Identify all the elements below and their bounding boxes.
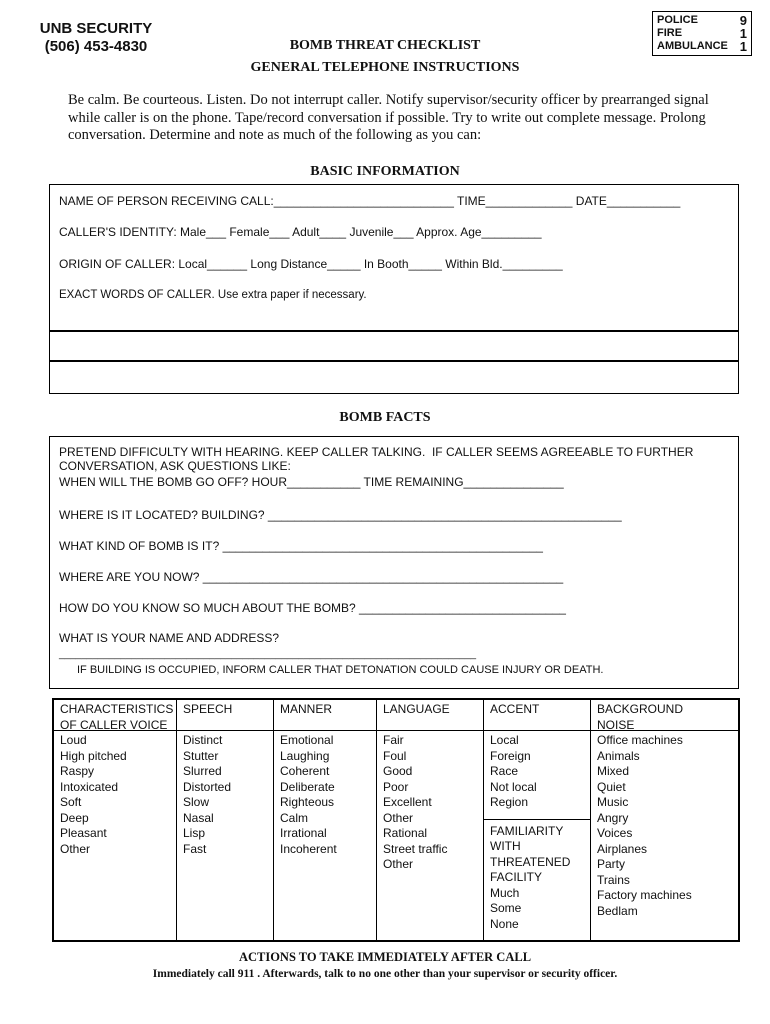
checklist-item[interactable]: Slurred <box>183 764 222 778</box>
checklist-item[interactable]: Fast <box>183 841 207 856</box>
bomb-kind-field[interactable]: WHAT KIND OF BOMB IS IT? ________________________________________________ <box>59 539 543 553</box>
org-name: UNB SECURITY <box>39 20 153 37</box>
checklist-item[interactable]: Soft <box>60 795 82 809</box>
checklist-item[interactable]: Quiet <box>597 779 626 794</box>
detonation-warning: IF BUILDING IS OCCUPIED, INFORM CALLER THAT DETONATION COULD CAUSE INJURY OR DEATH. <box>77 664 604 676</box>
checklist-item[interactable]: Poor <box>383 779 409 794</box>
background-noise-column <box>591 700 738 940</box>
column-header: MANNER <box>274 700 376 731</box>
bomb-facts-heading: BOMB FACTS <box>339 410 431 425</box>
intro-paragraph: Be calm. Be courteous. Listen. Do not interrupt caller. Notify supervisor/security officer by prearranged signal while caller is on the phone. Tape/record conversation if possible. Try to write out complete message. Prolong conversation. Determine and note as much of the following as you can: <box>68 92 709 143</box>
caller-identity-field[interactable]: CALLER'S IDENTITY: Male___ Female___ Adult____ Juvenile___ Approx. Age_________ <box>59 225 542 239</box>
checklist-item[interactable]: None <box>490 916 519 931</box>
emergency-number: 9 <box>739 13 747 28</box>
subsection-heading: FACILITY <box>490 870 543 884</box>
checklist-item[interactable]: Mixed <box>597 764 630 778</box>
checklist-item[interactable]: Distinct <box>183 733 223 747</box>
emergency-label: POLICE <box>657 14 698 26</box>
column-header: LANGUAGE <box>377 700 483 731</box>
name-address-label: WHAT IS YOUR NAME AND ADDRESS? <box>59 631 280 645</box>
checklist-item[interactable]: Coherent <box>280 764 330 778</box>
checklist-item[interactable]: Some <box>490 901 522 915</box>
checklist-item[interactable]: Excellent <box>383 795 432 809</box>
subsection-heading: FAMILIARITY <box>490 823 564 838</box>
emergency-number: 1 <box>739 26 747 41</box>
actions-text: Immediately call 911 . Afterwards, talk to no one other than your supervisor or security officer. <box>152 968 618 980</box>
checklist-item[interactable]: Deliberate <box>280 779 335 794</box>
familiarity-subsection <box>484 819 590 933</box>
checklist-item[interactable]: Calm <box>280 810 309 825</box>
checklist-item[interactable]: Bedlam <box>597 903 638 918</box>
caller-origin-field[interactable]: ORIGIN OF CALLER: Local______ Long Distance_____ In Booth_____ Within Bld._________ <box>59 257 563 271</box>
voice-items <box>54 731 176 859</box>
checklist-item[interactable]: Foul <box>383 748 407 763</box>
checklist-item[interactable]: Loud <box>60 733 87 747</box>
receiver-name-field[interactable]: NAME OF PERSON RECEIVING CALL:___________________________ TIME_____________ DATE___________ <box>59 194 681 208</box>
actions-heading: ACTIONS TO TAKE IMMEDIATELY AFTER CALL <box>238 950 532 964</box>
checklist-item[interactable]: Other <box>383 857 414 871</box>
checklist-item[interactable]: Factory machines <box>597 888 692 902</box>
facts-instruction-1: PRETEND DIFFICULTY WITH HEARING. KEEP CALLER TALKING. IF CALLER SEEMS AGREEABLE TO FURTHER <box>59 445 694 459</box>
checklist-item[interactable]: Animals <box>597 748 640 763</box>
checklist-item[interactable]: Nasal <box>183 810 214 825</box>
voice-column <box>54 700 177 940</box>
checklist-item[interactable]: Stutter <box>183 748 219 763</box>
emergency-number: 1 <box>739 39 747 54</box>
emergency-row-police <box>657 14 747 27</box>
checklist-item[interactable]: Race <box>490 764 519 778</box>
manner-column <box>274 700 377 940</box>
checklist-item[interactable]: Angry <box>597 810 629 825</box>
checklist-item[interactable]: Much <box>490 885 520 900</box>
checklist-item[interactable]: Slow <box>183 795 210 809</box>
emergency-numbers-box <box>652 11 752 56</box>
subsection-heading: WITH <box>490 839 521 853</box>
background-noise-items <box>591 731 738 921</box>
checklist-item[interactable]: Office machines <box>597 733 683 747</box>
basic-info-heading: BASIC INFORMATION <box>310 164 460 179</box>
speech-items <box>177 731 273 859</box>
column-header: CHARACTERISTICS OF CALLER VOICE <box>54 700 176 731</box>
checklist-item[interactable]: Intoxicated <box>60 779 119 794</box>
checklist-item[interactable]: Rational <box>383 826 428 840</box>
org-phone: (506) 453-4830 <box>44 38 148 55</box>
form-title: BOMB THREAT CHECKLIST <box>289 38 481 53</box>
checklist-item[interactable]: Local <box>490 733 519 747</box>
emergency-row-ambulance <box>657 40 747 53</box>
bomb-time-field[interactable]: WHEN WILL THE BOMB GO OFF? HOUR___________ TIME REMAINING_______________ <box>59 475 564 489</box>
checklist-item[interactable]: High pitched <box>60 748 127 763</box>
checklist-item[interactable]: Deep <box>60 810 89 825</box>
caller-characteristics-table <box>52 698 740 942</box>
checklist-item[interactable]: Pleasant <box>60 826 107 840</box>
bomb-knowledge-field[interactable]: HOW DO YOU KNOW SO MUCH ABOUT THE BOMB? _______________________________ <box>59 601 566 615</box>
column-header: ACCENT <box>484 700 590 731</box>
emergency-label: FIRE <box>657 27 683 39</box>
bomb-location-field[interactable]: WHERE IS IT LOCATED? BUILDING? _____________________________________________________ <box>59 508 622 522</box>
emergency-row-fire <box>657 27 747 40</box>
exact-words-label: EXACT WORDS OF CALLER. Use extra paper if necessary. <box>59 289 367 301</box>
extra-line-box-2[interactable] <box>49 360 739 394</box>
language-column <box>377 700 484 940</box>
accent-column <box>484 700 591 940</box>
checklist-item[interactable]: Incoherent <box>280 841 337 856</box>
checklist-item[interactable]: Party <box>597 857 626 871</box>
checklist-item[interactable]: Voices <box>597 826 633 840</box>
name-address-line[interactable]: ___________________________________________________________________________ <box>59 649 477 660</box>
emergency-label: AMBULANCE <box>657 40 728 52</box>
checklist-item[interactable]: Street traffic <box>383 841 448 856</box>
checklist-item[interactable]: Airplanes <box>597 841 648 856</box>
checklist-item[interactable]: Laughing <box>280 748 330 763</box>
column-header: BACKGROUND NOISE <box>591 700 738 731</box>
checklist-item[interactable]: Fair <box>383 733 404 747</box>
checklist-item[interactable]: Lisp <box>183 826 206 840</box>
manner-items <box>274 731 376 859</box>
checklist-item[interactable]: Raspy <box>60 764 95 778</box>
checklist-item[interactable]: Trains <box>597 872 630 887</box>
checklist-item[interactable]: Righteous <box>280 795 335 809</box>
checklist-item[interactable]: Music <box>597 795 629 809</box>
facts-instruction-2: CONVERSATION, ASK QUESTIONS LIKE: <box>59 459 291 473</box>
extra-line-box-1[interactable] <box>49 330 739 362</box>
checklist-item[interactable]: Other <box>383 810 414 825</box>
speech-column <box>177 700 274 940</box>
checklist-item[interactable]: Good <box>383 764 413 778</box>
checklist-item[interactable]: Other <box>60 841 91 856</box>
checklist-item[interactable]: Region <box>490 795 529 809</box>
column-header: SPEECH <box>177 700 273 731</box>
checklist-item[interactable]: Irrational <box>280 826 327 840</box>
subsection-heading: THREATENED <box>490 854 571 869</box>
checklist-item[interactable]: Emotional <box>280 733 334 747</box>
accent-items <box>484 731 590 934</box>
checklist-item[interactable]: Distorted <box>183 779 232 794</box>
checklist-item[interactable]: Foreign <box>490 748 531 763</box>
caller-location-field[interactable]: WHERE ARE YOU NOW? ______________________________________________________ <box>59 570 564 584</box>
form-subtitle: GENERAL TELEPHONE INSTRUCTIONS <box>250 60 520 75</box>
checklist-item[interactable]: Not local <box>490 779 537 794</box>
language-items <box>377 731 483 875</box>
